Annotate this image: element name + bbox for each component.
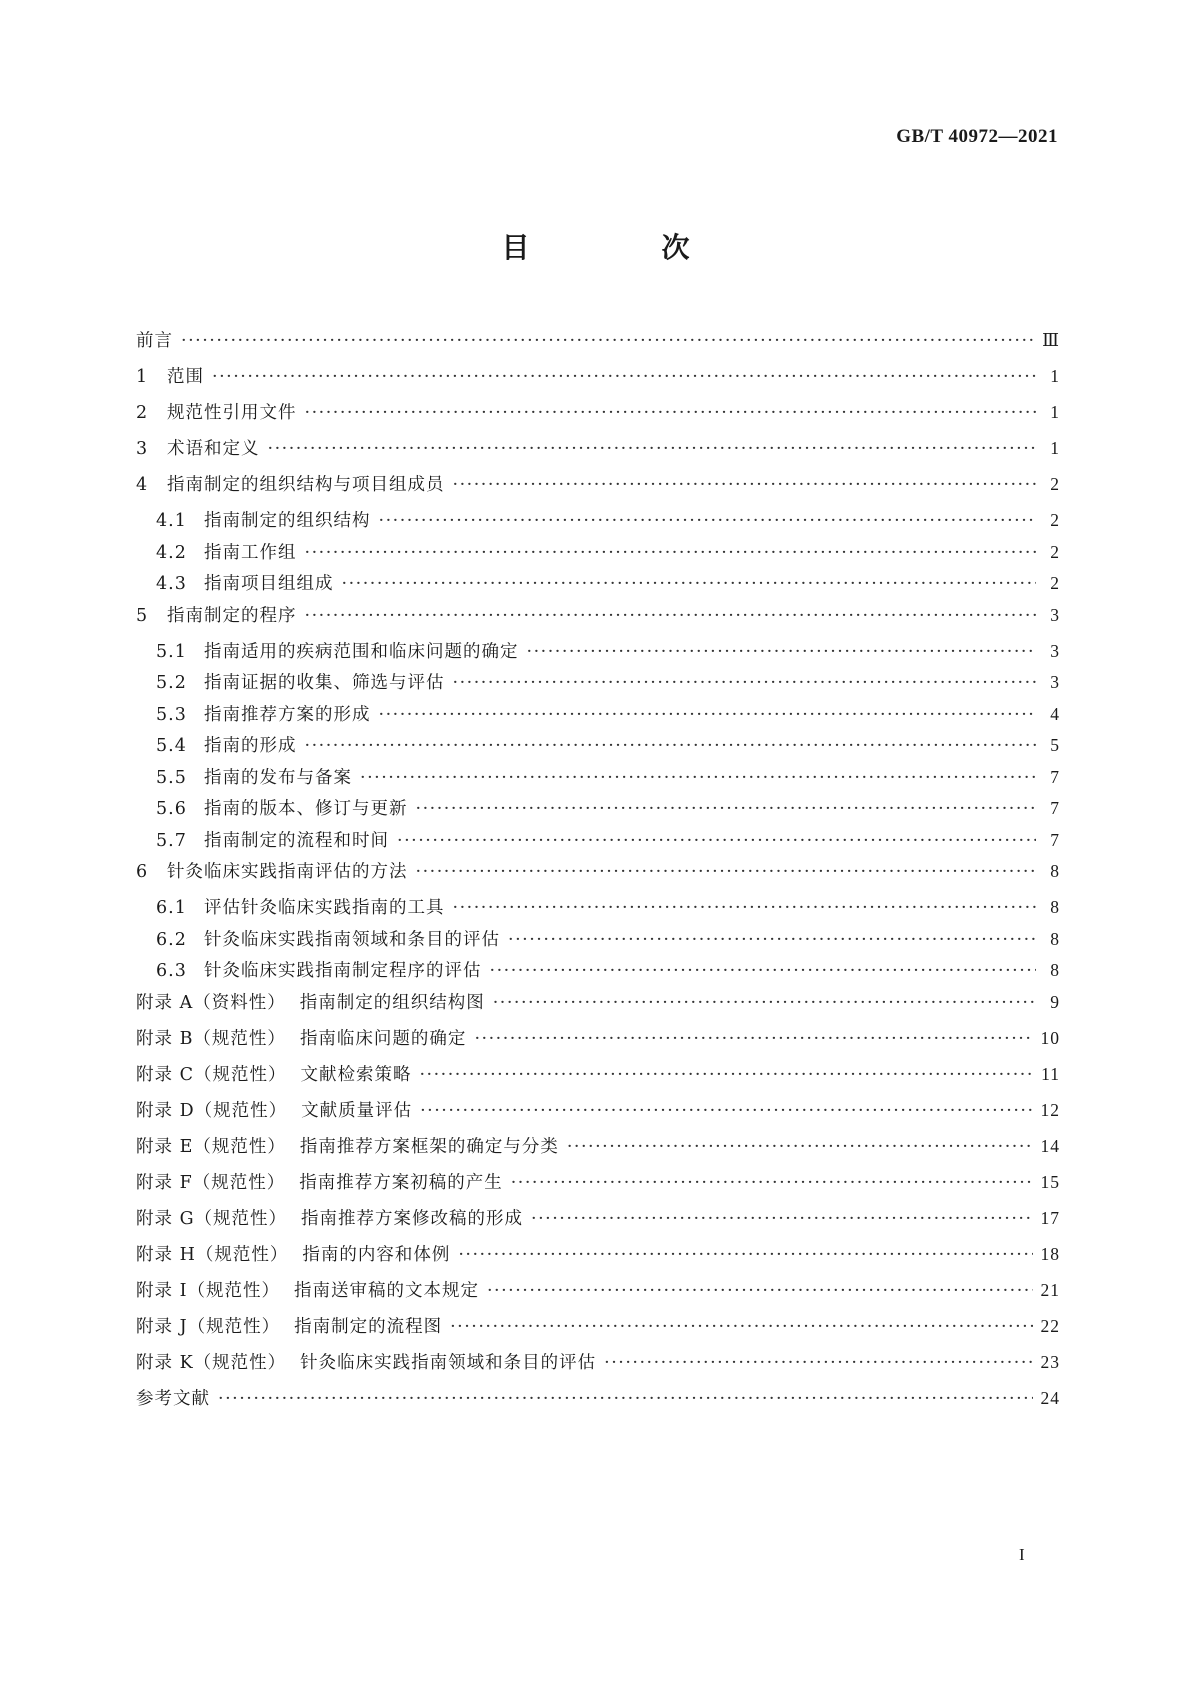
toc-entry-title: 规范性引用文件 xyxy=(167,403,297,423)
toc-entry-page: 3 xyxy=(1050,672,1060,692)
toc-entry-number: 4.1 xyxy=(156,511,187,531)
leader-dots xyxy=(360,768,1036,788)
toc-entry-annex-h[interactable] xyxy=(136,1241,1060,1277)
toc-entry-title: 文献检索策略 xyxy=(300,1064,412,1085)
toc-entry-annex-k[interactable] xyxy=(136,1349,1060,1385)
leader-dots xyxy=(181,331,1034,351)
toc-entry-title: 指南推荐方案框架的确定与分类 xyxy=(299,1136,559,1157)
toc-entry-page: 8 xyxy=(1050,928,1060,949)
toc-entry-page: 4 xyxy=(1050,703,1060,724)
annex-prefix: 附录 F（规范性） xyxy=(136,1172,286,1193)
toc-entry-page: 3 xyxy=(1050,604,1060,625)
toc-entry-annex-b[interactable] xyxy=(136,1025,1060,1061)
toc-entry-foreword[interactable] xyxy=(136,327,1060,363)
leader-dots xyxy=(511,1173,1033,1193)
annex-prefix: 附录 C（规范性） xyxy=(136,1064,287,1085)
toc-entry-6-3[interactable] xyxy=(136,957,1060,989)
toc-entry-annex-g[interactable] xyxy=(136,1205,1060,1241)
toc-entry-4-1[interactable] xyxy=(136,507,1060,539)
toc-entry-5-7[interactable] xyxy=(136,827,1060,859)
leader-dots xyxy=(419,1065,1033,1085)
toc-entry-annex-d[interactable] xyxy=(136,1097,1060,1133)
toc-entry-title: 评估针灸临床实践指南的工具 xyxy=(204,898,445,918)
toc-entry-number: 3 xyxy=(136,439,149,459)
toc-entry-number: 2 xyxy=(136,403,149,423)
toc-entry-page: 2 xyxy=(1050,573,1060,593)
toc-entry-page: 12 xyxy=(1040,1099,1060,1120)
annex-prefix: 附录 A（资料性） xyxy=(136,992,286,1013)
toc-entry-page: 2 xyxy=(1050,541,1060,562)
leader-dots xyxy=(487,1281,1033,1301)
toc-entry-5-3[interactable] xyxy=(136,701,1060,733)
leader-dots xyxy=(305,403,1037,423)
toc-entry-title: 参考文献 xyxy=(136,1388,210,1409)
toc-entry-page: 7 xyxy=(1050,829,1060,850)
toc-entry-number: 5.7 xyxy=(156,830,187,851)
toc-entry-title: 指南制定的程序 xyxy=(167,605,297,626)
toc-entry-5-1[interactable] xyxy=(136,638,1060,670)
toc-entry-title: 指南的发布与备案 xyxy=(204,767,352,788)
toc-entry-annex-a[interactable] xyxy=(136,989,1060,1025)
leader-dots xyxy=(458,1245,1032,1265)
leader-dots xyxy=(420,1101,1032,1121)
leader-dots xyxy=(508,930,1036,950)
toc-entry-5-2[interactable] xyxy=(136,669,1060,701)
leader-dots xyxy=(397,831,1036,851)
toc-entry-page: 1 xyxy=(1050,402,1060,422)
toc-entry-number: 6.2 xyxy=(156,929,187,950)
toc-entry-title: 针灸临床实践指南领域和条目的评估 xyxy=(300,1352,597,1373)
toc-entry-references[interactable] xyxy=(136,1385,1060,1421)
toc-entry-title: 指南适用的疾病范围和临床问题的确定 xyxy=(204,641,519,662)
toc-entry-number: 5.1 xyxy=(156,641,187,662)
toc-entry-page: 24 xyxy=(1040,1387,1060,1408)
toc-entry-page: 1 xyxy=(1050,438,1060,458)
toc-entry-title: 指南制定的组织结构图 xyxy=(299,992,485,1013)
leader-dots xyxy=(493,993,1036,1013)
toc-entry-number: 5.6 xyxy=(156,799,187,819)
toc-entry-title: 前言 xyxy=(136,331,173,351)
toc-entry-5-4[interactable] xyxy=(136,732,1060,764)
annex-prefix: 附录 G（规范性） xyxy=(136,1208,288,1229)
leader-dots xyxy=(305,606,1037,626)
toc-entry-title: 指南临床问题的确定 xyxy=(299,1028,467,1049)
toc-entry-page: 2 xyxy=(1050,474,1060,494)
annex-prefix: 附录 J（规范性） xyxy=(136,1316,281,1337)
leader-dots xyxy=(305,543,1037,563)
leader-dots xyxy=(474,1029,1032,1049)
standard-code: GB/T 40972—2021 xyxy=(896,126,1058,147)
toc-entry-title: 针灸临床实践指南评估的方法 xyxy=(167,862,408,882)
leader-dots xyxy=(453,898,1037,918)
leader-dots xyxy=(342,574,1037,594)
page-number: I xyxy=(1019,1545,1025,1564)
leader-dots xyxy=(268,439,1037,459)
toc-entry-page: 14 xyxy=(1040,1135,1060,1156)
toc-entry-2[interactable] xyxy=(136,399,1060,435)
toc-entry-6[interactable] xyxy=(136,858,1060,894)
leader-dots xyxy=(527,642,1037,662)
toc-entry-title: 指南证据的收集、筛选与评估 xyxy=(204,673,445,693)
toc-entry-annex-e[interactable] xyxy=(136,1133,1060,1169)
toc-entry-number: 6.1 xyxy=(156,898,187,918)
leader-dots xyxy=(450,1317,1032,1337)
toc-entry-page: 11 xyxy=(1041,1063,1060,1084)
leader-dots xyxy=(531,1209,1032,1229)
toc-entry-page: 23 xyxy=(1040,1351,1060,1372)
toc-entry-title: 文献质量评估 xyxy=(301,1100,413,1121)
toc-entry-title: 指南的形成 xyxy=(204,736,297,756)
toc-entry-number: 4.3 xyxy=(156,574,187,594)
toc-entry-title: 指南工作组 xyxy=(204,542,297,563)
toc-entry-annex-j[interactable] xyxy=(136,1313,1060,1349)
toc-entry-title: 指南推荐方案的形成 xyxy=(204,704,371,725)
toc-entry-title: 指南推荐方案初稿的产生 xyxy=(299,1172,503,1193)
annex-prefix: 附录 K（规范性） xyxy=(136,1352,287,1373)
leader-dots xyxy=(453,475,1037,495)
leader-dots xyxy=(218,1389,1033,1409)
toc-entry-title: 指南推荐方案修改稿的形成 xyxy=(301,1208,524,1229)
toc-entry-title: 范围 xyxy=(167,367,204,387)
toc-entry-page: 5 xyxy=(1050,735,1060,755)
toc-entry-title: 指南制定的流程和时间 xyxy=(204,830,389,851)
annex-prefix: 附录 D（规范性） xyxy=(136,1100,288,1121)
annex-prefix: 附录 B（规范性） xyxy=(136,1028,286,1049)
toc-entry-page: 22 xyxy=(1040,1315,1060,1336)
toc-entry-number: 5.2 xyxy=(156,673,187,693)
toc-entry-number: 6 xyxy=(136,862,149,882)
toc-entry-page: 7 xyxy=(1050,798,1060,818)
toc-entry-page: 17 xyxy=(1040,1207,1060,1228)
toc-entry-1[interactable] xyxy=(136,363,1060,399)
toc-entry-number: 4.2 xyxy=(156,542,187,563)
toc-entry-title: 术语和定义 xyxy=(167,439,260,459)
toc-entry-3[interactable] xyxy=(136,435,1060,471)
toc-entry-6-1[interactable] xyxy=(136,894,1060,926)
annex-prefix: 附录 H（规范性） xyxy=(136,1244,289,1265)
table-of-contents xyxy=(136,327,1060,1421)
toc-entry-page: 1 xyxy=(1050,366,1060,386)
annex-prefix: 附录 I（规范性） xyxy=(136,1280,280,1301)
toc-entry-title: 指南送审稿的文本规定 xyxy=(293,1280,479,1301)
toc-entry-title: 针灸临床实践指南制定程序的评估 xyxy=(204,961,482,981)
leader-dots xyxy=(416,862,1037,882)
toc-entry-page: 21 xyxy=(1040,1279,1060,1300)
toc-entry-page: 2 xyxy=(1050,510,1060,530)
toc-entry-page: 8 xyxy=(1050,861,1060,881)
toc-entry-number: 5.4 xyxy=(156,736,187,756)
toc-entry-number: 1 xyxy=(136,367,149,387)
toc-entry-title: 指南制定的组织结构与项目组成员 xyxy=(167,475,445,495)
toc-entry-title: 指南制定的流程图 xyxy=(294,1316,443,1337)
toc-entry-5-5[interactable] xyxy=(136,764,1060,796)
toc-entry-5-6[interactable] xyxy=(136,795,1060,827)
toc-entry-annex-f[interactable] xyxy=(136,1169,1060,1205)
toc-entry-number: 5.3 xyxy=(156,704,187,725)
toc-entry-4-2[interactable] xyxy=(136,539,1060,571)
leader-dots xyxy=(416,799,1037,819)
leader-dots xyxy=(453,673,1037,693)
leader-dots xyxy=(490,961,1037,981)
toc-entry-4-3[interactable] xyxy=(136,570,1060,602)
leader-dots xyxy=(305,736,1037,756)
annex-prefix: 附录 E（规范性） xyxy=(136,1136,286,1157)
toc-entry-title: 指南项目组组成 xyxy=(204,574,334,594)
toc-entry-page: 3 xyxy=(1050,640,1060,661)
toc-entry-6-2[interactable] xyxy=(136,926,1060,958)
toc-entry-number: 4 xyxy=(136,475,149,495)
leader-dots xyxy=(212,367,1036,387)
toc-entry-annex-c[interactable] xyxy=(136,1061,1060,1097)
toc-entry-title: 针灸临床实践指南领域和条目的评估 xyxy=(204,929,500,950)
toc-entry-page: 9 xyxy=(1050,991,1060,1012)
page-title: 目 次 xyxy=(501,231,742,264)
leader-dots xyxy=(604,1353,1032,1373)
toc-entry-number: 6.3 xyxy=(156,961,187,981)
toc-entry-page: Ⅲ xyxy=(1042,330,1060,350)
leader-dots xyxy=(379,511,1037,531)
toc-entry-title: 指南的内容和体例 xyxy=(302,1244,451,1265)
toc-entry-4[interactable] xyxy=(136,471,1060,507)
toc-entry-annex-i[interactable] xyxy=(136,1277,1060,1313)
toc-entry-page: 8 xyxy=(1050,960,1060,980)
toc-entry-title: 指南的版本、修订与更新 xyxy=(204,799,408,819)
toc-entry-number: 5.5 xyxy=(156,767,187,788)
toc-entry-page: 7 xyxy=(1050,766,1060,787)
leader-dots xyxy=(379,705,1037,725)
leader-dots xyxy=(567,1137,1033,1157)
toc-entry-title: 指南制定的组织结构 xyxy=(204,511,371,531)
toc-entry-5[interactable] xyxy=(136,602,1060,638)
toc-entry-number: 5 xyxy=(136,605,149,626)
toc-entry-page: 18 xyxy=(1040,1243,1060,1264)
toc-entry-page: 8 xyxy=(1050,897,1060,917)
toc-entry-page: 10 xyxy=(1040,1027,1060,1048)
toc-entry-page: 15 xyxy=(1040,1171,1060,1192)
